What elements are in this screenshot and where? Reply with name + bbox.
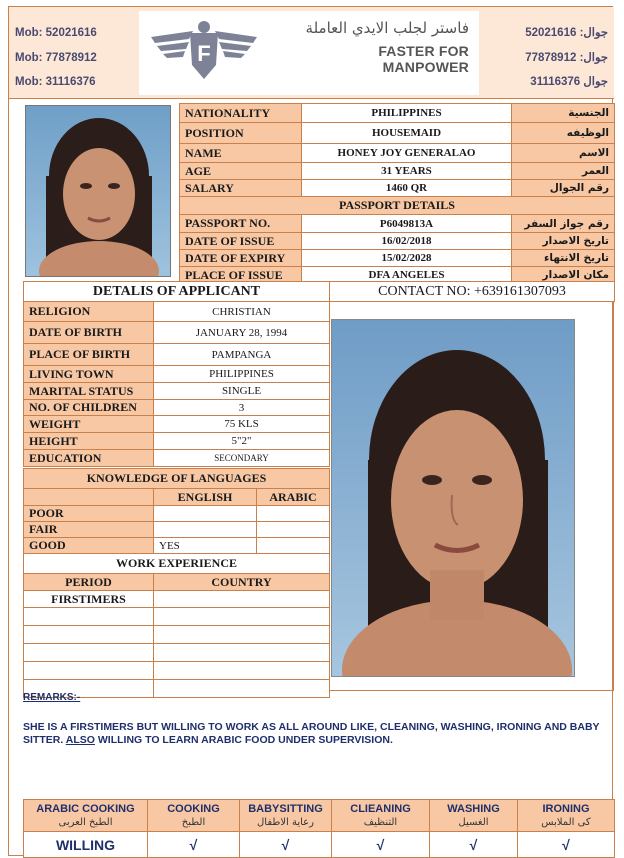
- work-period: [24, 626, 154, 644]
- detail-row: [24, 416, 330, 433]
- arabic-value: [257, 522, 330, 538]
- skill-name-arabic: التنظيف: [363, 816, 398, 828]
- column-period: PERIOD: [24, 574, 154, 591]
- detail-label: RELIGION: [24, 302, 154, 322]
- detail-value: 75 KLS: [154, 416, 330, 433]
- work-period: [24, 608, 154, 626]
- detail-row: [24, 450, 330, 467]
- skill-name: CLIEANING: [350, 802, 411, 815]
- skill-header: [24, 800, 148, 832]
- remarks-title: REMARKS:-: [23, 692, 81, 703]
- personal-info-table: [179, 103, 615, 284]
- arabic-value: [257, 506, 330, 522]
- languages-blank-header: [24, 489, 154, 506]
- detail-label: MARITAL STATUS: [24, 383, 154, 400]
- company-logo: [149, 19, 259, 83]
- info-label-arabic: الجنسية: [512, 104, 615, 123]
- skill-check: √: [430, 832, 518, 858]
- skill-name-arabic: كى الملابس: [541, 816, 591, 828]
- mobile-number: Mob: 77878912: [15, 51, 97, 64]
- info-label: POSITION: [180, 123, 302, 144]
- work-row: [24, 644, 330, 662]
- passport-value: 16/02/2018: [302, 233, 512, 250]
- english-value: [154, 522, 257, 538]
- applicant-photo-large: [331, 319, 575, 677]
- language-level: GOOD: [24, 538, 154, 554]
- detail-row: [24, 433, 330, 450]
- work-period: FIRSTIMERS: [24, 591, 154, 608]
- skill-name-arabic: الطبخ: [181, 816, 206, 828]
- detail-value: CHRISTIAN: [154, 302, 330, 322]
- info-value: HOUSEMAID: [302, 123, 512, 144]
- english-value: YES: [154, 538, 257, 554]
- work-row: [24, 608, 330, 626]
- detail-value: PAMPANGA: [154, 344, 330, 366]
- skill-header: [332, 800, 430, 832]
- header: [9, 7, 614, 99]
- passport-value: DFA ANGELES: [302, 267, 512, 284]
- passport-label-arabic: رقم جواز السفر: [512, 215, 615, 233]
- info-label-arabic: العمر: [512, 163, 615, 180]
- passport-details-heading: PASSPORT DETAILS: [180, 197, 615, 215]
- passport-value: P6049813A: [302, 215, 512, 233]
- passport-label: DATE OF EXPIRY: [180, 250, 302, 267]
- work-row: [24, 591, 330, 608]
- detail-label: WEIGHT: [24, 416, 154, 433]
- passport-row: [180, 215, 615, 233]
- detail-value: 5"2": [154, 433, 330, 450]
- work-country: [154, 608, 330, 626]
- mobile-number: جوال: 77878912: [525, 51, 608, 64]
- info-label-arabic: الاسم: [512, 144, 615, 163]
- passport-label: DATE OF ISSUE: [180, 233, 302, 250]
- english-value: [154, 506, 257, 522]
- passport-value: 15/02/2028: [302, 250, 512, 267]
- detail-label: DATE OF BIRTH: [24, 322, 154, 344]
- info-label: NAME: [180, 144, 302, 163]
- skill-header: [148, 800, 240, 832]
- language-level: FAIR: [24, 522, 154, 538]
- column-english: ENGLISH: [154, 489, 257, 506]
- language-row: [24, 506, 330, 522]
- applicant-title-row: [23, 281, 615, 302]
- skill-name-arabic: رعاية الاطفال: [257, 816, 314, 828]
- info-value: HONEY JOY GENERALAO: [302, 144, 512, 163]
- skill-check: √: [148, 832, 240, 858]
- detail-row: [24, 366, 330, 383]
- skills-table: [23, 799, 615, 858]
- detail-row: [24, 344, 330, 366]
- skill-name: WASHING: [447, 802, 500, 815]
- brand-block: [139, 11, 479, 95]
- info-value: 1460 QR: [302, 180, 512, 197]
- work-period: [24, 644, 154, 662]
- work-row: [24, 626, 330, 644]
- skill-check: √: [240, 832, 332, 858]
- skill-header: [518, 800, 615, 832]
- detail-value: JANUARY 28, 1994: [154, 322, 330, 344]
- skill-header: [240, 800, 332, 832]
- cv-sheet: [8, 6, 613, 856]
- applicant-photo-small: [25, 105, 171, 277]
- detail-value: SECONDARY: [154, 450, 330, 467]
- skill-name-arabic: الغسيل: [458, 816, 489, 828]
- info-label: AGE: [180, 163, 302, 180]
- column-arabic: ARABIC: [257, 489, 330, 506]
- skill-name: ARABIC COOKING: [36, 802, 135, 815]
- work-country: [154, 644, 330, 662]
- info-row: [180, 144, 615, 163]
- applicant-details-heading: DETALIS OF APPLICANT: [24, 282, 330, 302]
- mobile-number: Mob: 52021616: [15, 27, 97, 39]
- mobile-numbers-ar: [525, 21, 608, 95]
- languages-table: [23, 468, 330, 554]
- detail-label: NO. OF CHILDREN: [24, 400, 154, 416]
- info-value: 31 YEARS: [302, 163, 512, 180]
- arabic-value: [257, 538, 330, 554]
- brand-name-arabic: فاستر لجلب الايدي العاملة: [305, 19, 469, 37]
- info-row: [180, 180, 615, 197]
- work-period: [24, 662, 154, 680]
- detail-label: PLACE OF BIRTH: [24, 344, 154, 366]
- skill-name-arabic: الطبخ العربى: [58, 816, 113, 828]
- skill-name: IRONING: [542, 802, 590, 815]
- work-experience-table: [23, 553, 330, 698]
- info-label-arabic: رقم الجوال: [512, 180, 615, 197]
- applicant-details-table: [23, 301, 330, 467]
- language-level: POOR: [24, 506, 154, 522]
- passport-row: [180, 250, 615, 267]
- detail-row: [24, 383, 330, 400]
- languages-heading: KNOWLEDGE OF LANGUAGES: [24, 469, 330, 489]
- detail-label: HEIGHT: [24, 433, 154, 450]
- info-label: NATIONALITY: [180, 104, 302, 123]
- language-row: [24, 538, 330, 554]
- detail-value: PHILIPPINES: [154, 366, 330, 383]
- remarks-text: [23, 721, 608, 747]
- detail-row: [24, 400, 330, 416]
- remarks-text-part: SHE IS A FIRSTIMERS BUT WILLING TO WORK AS ALL AROUND LIKE, CLEANING, WASHING, IRONING AND BABY SITTER.: [23, 721, 600, 746]
- passport-label-arabic: تاريخ الاصدار: [512, 233, 615, 250]
- mobile-number: Mob: 31116376: [15, 76, 96, 88]
- mobile-number: جوال 31116376: [530, 76, 608, 88]
- detail-label: LIVING TOWN: [24, 366, 154, 383]
- passport-section-title: [180, 197, 615, 215]
- info-row: [180, 163, 615, 180]
- eagle-logo-icon: [149, 19, 259, 83]
- passport-label: PASSPORT NO.: [180, 215, 302, 233]
- column-country: COUNTRY: [154, 574, 330, 591]
- skill-check: √: [332, 832, 430, 858]
- work-country: [154, 591, 330, 608]
- work-row: [24, 662, 330, 680]
- info-value: PHILIPPINES: [302, 104, 512, 123]
- passport-label: PLACE OF ISSUE: [180, 267, 302, 284]
- detail-row: [24, 302, 330, 322]
- mobile-number: جوال: 52021616: [525, 27, 608, 39]
- work-experience-heading: WORK EXPERIENCE: [24, 554, 330, 574]
- passport-label-arabic: مكان الاصدار: [512, 267, 615, 284]
- info-row: [180, 123, 615, 144]
- info-row: [180, 104, 615, 123]
- remarks-text-part: WILLING TO LEARN ARABIC FOOD UNDER SUPERVISION.: [94, 734, 393, 746]
- passport-label-arabic: تاريخ الانتهاء: [512, 250, 615, 267]
- work-country: [154, 662, 330, 680]
- contact-number: CONTACT NO: +639161307093: [330, 282, 615, 302]
- info-label: SALARY: [180, 180, 302, 197]
- brand-name-english: FASTER FOR MANPOWER: [378, 43, 469, 75]
- detail-value: 3: [154, 400, 330, 416]
- skill-check: √: [518, 832, 615, 858]
- remarks-section: [23, 692, 608, 747]
- skill-header: [430, 800, 518, 832]
- detail-label: EDUCATION: [24, 450, 154, 467]
- info-label-arabic: الوظيفه: [512, 123, 615, 144]
- skill-name: COOKING: [167, 802, 220, 815]
- skill-value: WILLING: [24, 832, 148, 858]
- logo-letter: F: [197, 41, 211, 66]
- passport-row: [180, 233, 615, 250]
- work-country: [154, 626, 330, 644]
- detail-value: SINGLE: [154, 383, 330, 400]
- language-row: [24, 522, 330, 538]
- detail-row: [24, 322, 330, 344]
- skill-name: BABYSITTING: [248, 802, 323, 815]
- mobile-numbers-en: [15, 21, 97, 95]
- remarks-text-part: ALSO: [65, 734, 95, 746]
